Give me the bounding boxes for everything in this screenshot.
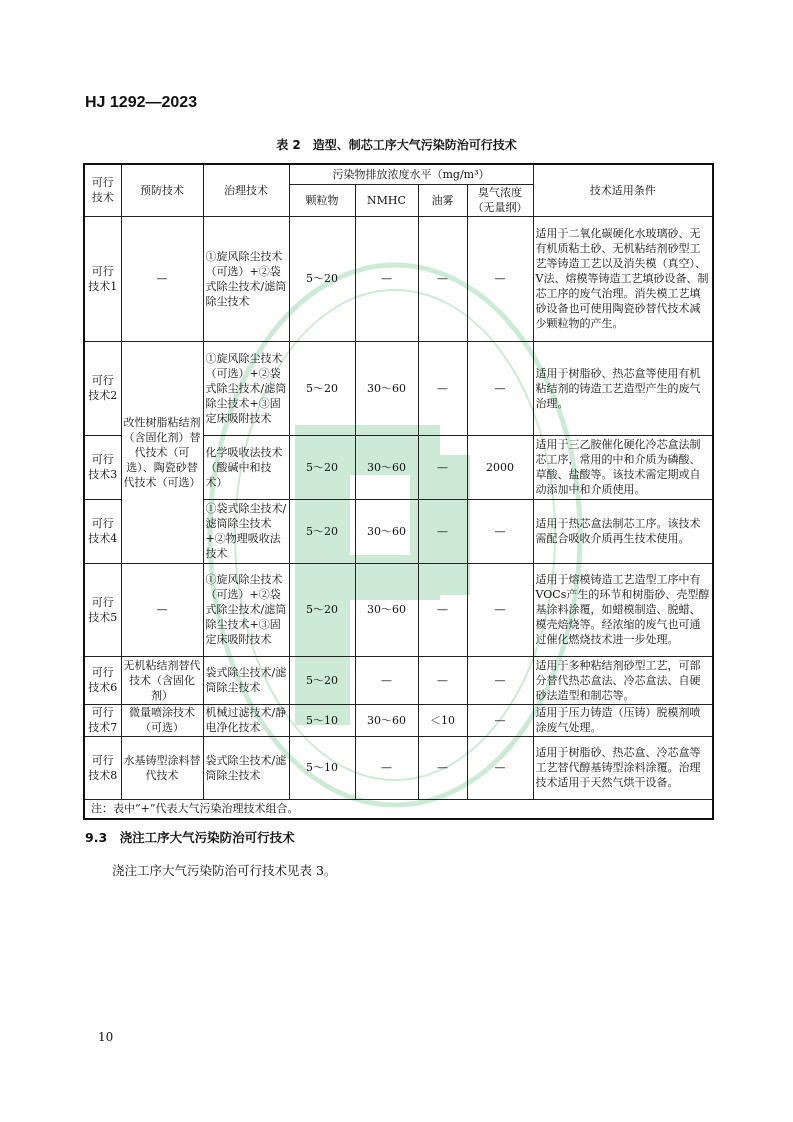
cell-nmhc: — bbox=[355, 656, 418, 704]
cell-odor: — bbox=[467, 656, 533, 704]
cell-particulate: 5～20 bbox=[289, 341, 355, 435]
cell-oil-mist: — bbox=[418, 736, 467, 799]
section-heading: 9.3 浇注工序大气污染防治可行技术 bbox=[85, 830, 295, 845]
header-nmhc: NMHC bbox=[355, 184, 418, 216]
cell-prevention: 水基铸型涂料替代技术 bbox=[121, 736, 203, 799]
table-row bbox=[84, 704, 713, 736]
header-odor: 臭气浓度（无量纲） bbox=[467, 184, 533, 216]
cell-feasible: 可行技术7 bbox=[84, 704, 121, 736]
table-note-row bbox=[84, 799, 713, 819]
cell-feasible: 可行技术1 bbox=[84, 216, 121, 341]
cell-oil-mist: — bbox=[418, 435, 467, 499]
table-row bbox=[84, 563, 713, 656]
cell-feasible: 可行技术3 bbox=[84, 435, 121, 499]
cell-conditions: 适用于二氧化碳硬化水玻璃砂、无有机质粘土砂、无机粘结剂砂型工艺等铸造工艺以及消失模（真空）、V法、熔模等铸造工艺填砂设备、制芯工序的废气治理。消失模工艺填砂设备也可使用陶瓷砂替代技术减少颗粒物的产生。 bbox=[533, 216, 713, 341]
table-caption: 表 2 造型、制芯工序大气污染防治可行技术 bbox=[276, 138, 517, 152]
cell-nmhc: 30～60 bbox=[355, 704, 418, 736]
cell-odor: 2000 bbox=[467, 435, 533, 499]
table-row bbox=[84, 656, 713, 704]
cell-oil-mist: — bbox=[418, 563, 467, 656]
cell-feasible: 可行技术5 bbox=[84, 563, 121, 656]
cell-prevention: 无机粘结剂替代技术（含固化剂） bbox=[121, 656, 203, 704]
cell-feasible: 可行技术8 bbox=[84, 736, 121, 799]
table-row bbox=[84, 736, 713, 799]
cell-treatment: 袋式除尘技术/滤筒除尘技术 bbox=[203, 736, 289, 799]
cell-particulate: 5～10 bbox=[289, 736, 355, 799]
cell-treatment: 袋式除尘技术/滤筒除尘技术 bbox=[203, 656, 289, 704]
header-treatment: 治理技术 bbox=[203, 164, 289, 216]
cell-feasible: 可行技术6 bbox=[84, 656, 121, 704]
table-note: 注：表中“+”代表大气污染治理技术组合。 bbox=[84, 799, 713, 819]
cell-particulate: 5～20 bbox=[289, 563, 355, 656]
cell-particulate: 5～20 bbox=[289, 499, 355, 563]
cell-nmhc: — bbox=[355, 736, 418, 799]
cell-nmhc: 30～60 bbox=[355, 341, 418, 435]
cell-oil-mist: — bbox=[418, 216, 467, 341]
cell-prevention: — bbox=[121, 216, 203, 341]
cell-oil-mist: — bbox=[418, 656, 467, 704]
cell-prevention: 微量喷涂技术（可选） bbox=[121, 704, 203, 736]
cell-conditions: 适用于压力铸造（压铸）脱模剂喷涂废气处理。 bbox=[533, 704, 713, 736]
cell-odor: — bbox=[467, 704, 533, 736]
body-paragraph: 浇注工序大气污染防治可行技术见表 3。 bbox=[112, 863, 337, 878]
cell-treatment: 化学吸收法技术（酸碱中和技术） bbox=[203, 435, 289, 499]
feasible-technology-table bbox=[83, 163, 714, 820]
cell-treatment: ①袋式除尘技术/滤筒除尘技术+②物理吸收法技术 bbox=[203, 499, 289, 563]
cell-prevention: — bbox=[121, 563, 203, 656]
cell-prevention-merged: 改性树脂粘结剂（含固化剂）替代技术（可选）、陶瓷砂替代技术（可选） bbox=[121, 341, 203, 563]
cell-odor: — bbox=[467, 216, 533, 341]
cell-oil-mist: — bbox=[418, 499, 467, 563]
cell-nmhc: 30～60 bbox=[355, 499, 418, 563]
cell-treatment: ①旋风除尘技术（可选）+②袋式除尘技术/滤筒除尘技术 bbox=[203, 216, 289, 341]
cell-treatment: ①旋风除尘技术（可选）+②袋式除尘技术/滤筒除尘技术+③固定床吸附技术 bbox=[203, 563, 289, 656]
cell-odor: — bbox=[467, 341, 533, 435]
cell-particulate: 5～10 bbox=[289, 704, 355, 736]
cell-conditions: 适用于熔模铸造工艺造型工序中有VOCs产生的环节和树脂砂、壳型醇基涂料涂覆，如蜡模制造、脱蜡、模壳焙烧等。经浓缩的废气也可通过催化燃烧技术进一步处理。 bbox=[533, 563, 713, 656]
cell-treatment: ①旋风除尘技术（可选）+②袋式除尘技术/滤筒除尘技术+③固定床吸附技术 bbox=[203, 341, 289, 435]
cell-conditions: 适用于树脂砂、热芯盒等使用有机粘结剂的铸造工艺造型产生的废气治理。 bbox=[533, 341, 713, 435]
document-code: HJ 1292—2023 bbox=[85, 94, 198, 111]
header-prevention: 预防技术 bbox=[121, 164, 203, 216]
cell-nmhc: — bbox=[355, 216, 418, 341]
cell-oil-mist: ＜10 bbox=[418, 704, 467, 736]
cell-particulate: 5～20 bbox=[289, 435, 355, 499]
table-row bbox=[84, 216, 713, 341]
cell-treatment: 机械过滤技术/静电净化技术 bbox=[203, 704, 289, 736]
cell-conditions: 适用于热芯盒法制芯工序。该技术需配合吸收介质再生技术使用。 bbox=[533, 499, 713, 563]
page-number: 10 bbox=[98, 1030, 114, 1044]
cell-feasible: 可行技术4 bbox=[84, 499, 121, 563]
cell-nmhc: 30～60 bbox=[355, 563, 418, 656]
cell-particulate: 5～20 bbox=[289, 216, 355, 341]
cell-odor: — bbox=[467, 736, 533, 799]
cell-odor: — bbox=[467, 563, 533, 656]
header-feasible: 可行技术 bbox=[84, 164, 121, 216]
cell-nmhc: 30～60 bbox=[355, 435, 418, 499]
cell-conditions: 适用于三乙胺催化硬化冷芯盒法制芯工序，常用的中和介质为磷酸、草酸、盐酸等。该技术需定期或自动添加中和介质使用。 bbox=[533, 435, 713, 499]
cell-odor: — bbox=[467, 499, 533, 563]
cell-conditions: 适用于多种粘结剂砂型工艺，可部分替代热芯盒法、冷芯盒法、自硬砂法造型和制芯等。 bbox=[533, 656, 713, 704]
table-row bbox=[84, 341, 713, 435]
header-conditions: 技术适用条件 bbox=[533, 164, 713, 216]
header-particulate: 颗粒物 bbox=[289, 184, 355, 216]
cell-particulate: 5～20 bbox=[289, 656, 355, 704]
cell-oil-mist: — bbox=[418, 341, 467, 435]
cell-conditions: 适用于树脂砂、热芯盒、冷芯盒等工艺替代醇基铸型涂料涂覆。治理技术适用于天然气烘干设备。 bbox=[533, 736, 713, 799]
header-oil-mist: 油雾 bbox=[418, 184, 467, 216]
header-emission-level: 污染物排放浓度水平（mg/m³） bbox=[289, 164, 533, 184]
cell-feasible: 可行技术2 bbox=[84, 341, 121, 435]
